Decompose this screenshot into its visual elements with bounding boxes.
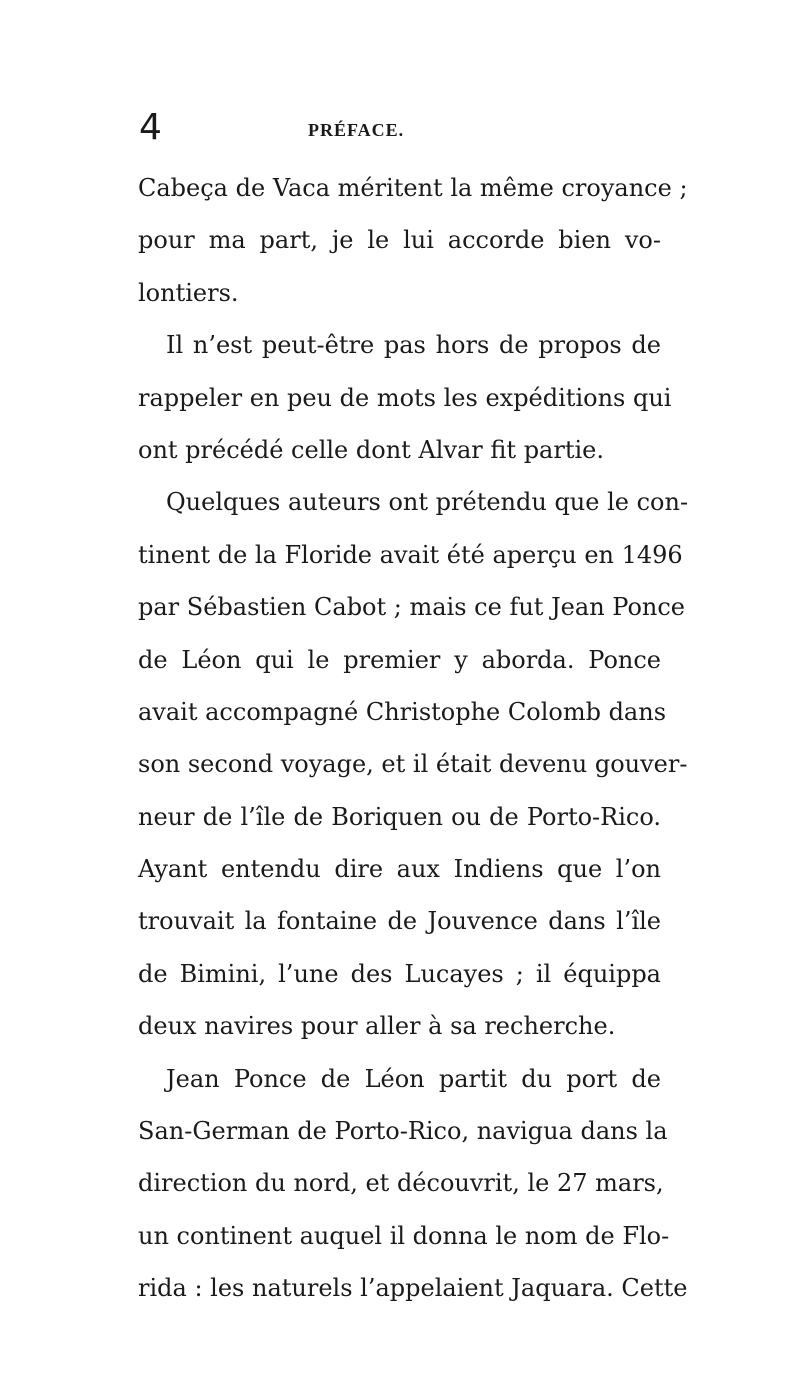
text-line: lontiers. [138, 278, 239, 307]
text-line: de Léon qui le premier y aborda. Ponce [138, 645, 661, 674]
page-number: 4 [139, 107, 162, 148]
body-text [138, 162, 689, 1315]
text-line: San-German de Porto-Rico, navigua dans la [138, 1117, 668, 1146]
text-line: neur de l’île de Boriquen ou de Porto-Rico. [138, 802, 661, 831]
text-line: Jean Ponce de Léon partit du port de [166, 1064, 661, 1093]
text-line: son second voyage, et il était devenu gouver- [138, 750, 688, 779]
text-line: rida : les naturels l’appelaient Jaquara. Cette [138, 1274, 688, 1303]
text-line: Il n’est peut-être pas hors de propos de [166, 331, 661, 360]
text-line: direction du nord, et découvrit, le 27 mars, [138, 1169, 664, 1198]
text-line: de Bimini, l’une des Lucayes ; il équippa [138, 959, 661, 988]
text-line: rappeler en peu de mots les expéditions qui [138, 383, 672, 412]
text-line: trouvait la fontaine de Jouvence dans l’île [138, 907, 661, 936]
text-line: par Sébastien Cabot ; mais ce fut Jean Ponce [138, 593, 686, 622]
text-line: avait accompagné Christophe Colomb dans [138, 697, 667, 726]
text-line: un continent auquel il donna le nom de Flo- [138, 1221, 670, 1250]
text-line: Ayant entendu dire aux Indiens que l’on [138, 855, 661, 884]
text-line: ont précédé celle dont Alvar fit partie. [138, 435, 604, 464]
text-line: deux navires pour aller à sa recherche. [138, 1012, 616, 1041]
text-line: pour ma part, je le lui accorde bien vo- [138, 226, 661, 255]
running-head: PRÉFACE. [308, 120, 405, 140]
text-line: tinent de la Floride avait été aperçu en 1496 [138, 540, 683, 569]
text-line: Cabeça de Vaca méritent la même croyance ; [138, 174, 688, 202]
text-line: Quelques auteurs ont prétendu que le con- [166, 488, 689, 517]
